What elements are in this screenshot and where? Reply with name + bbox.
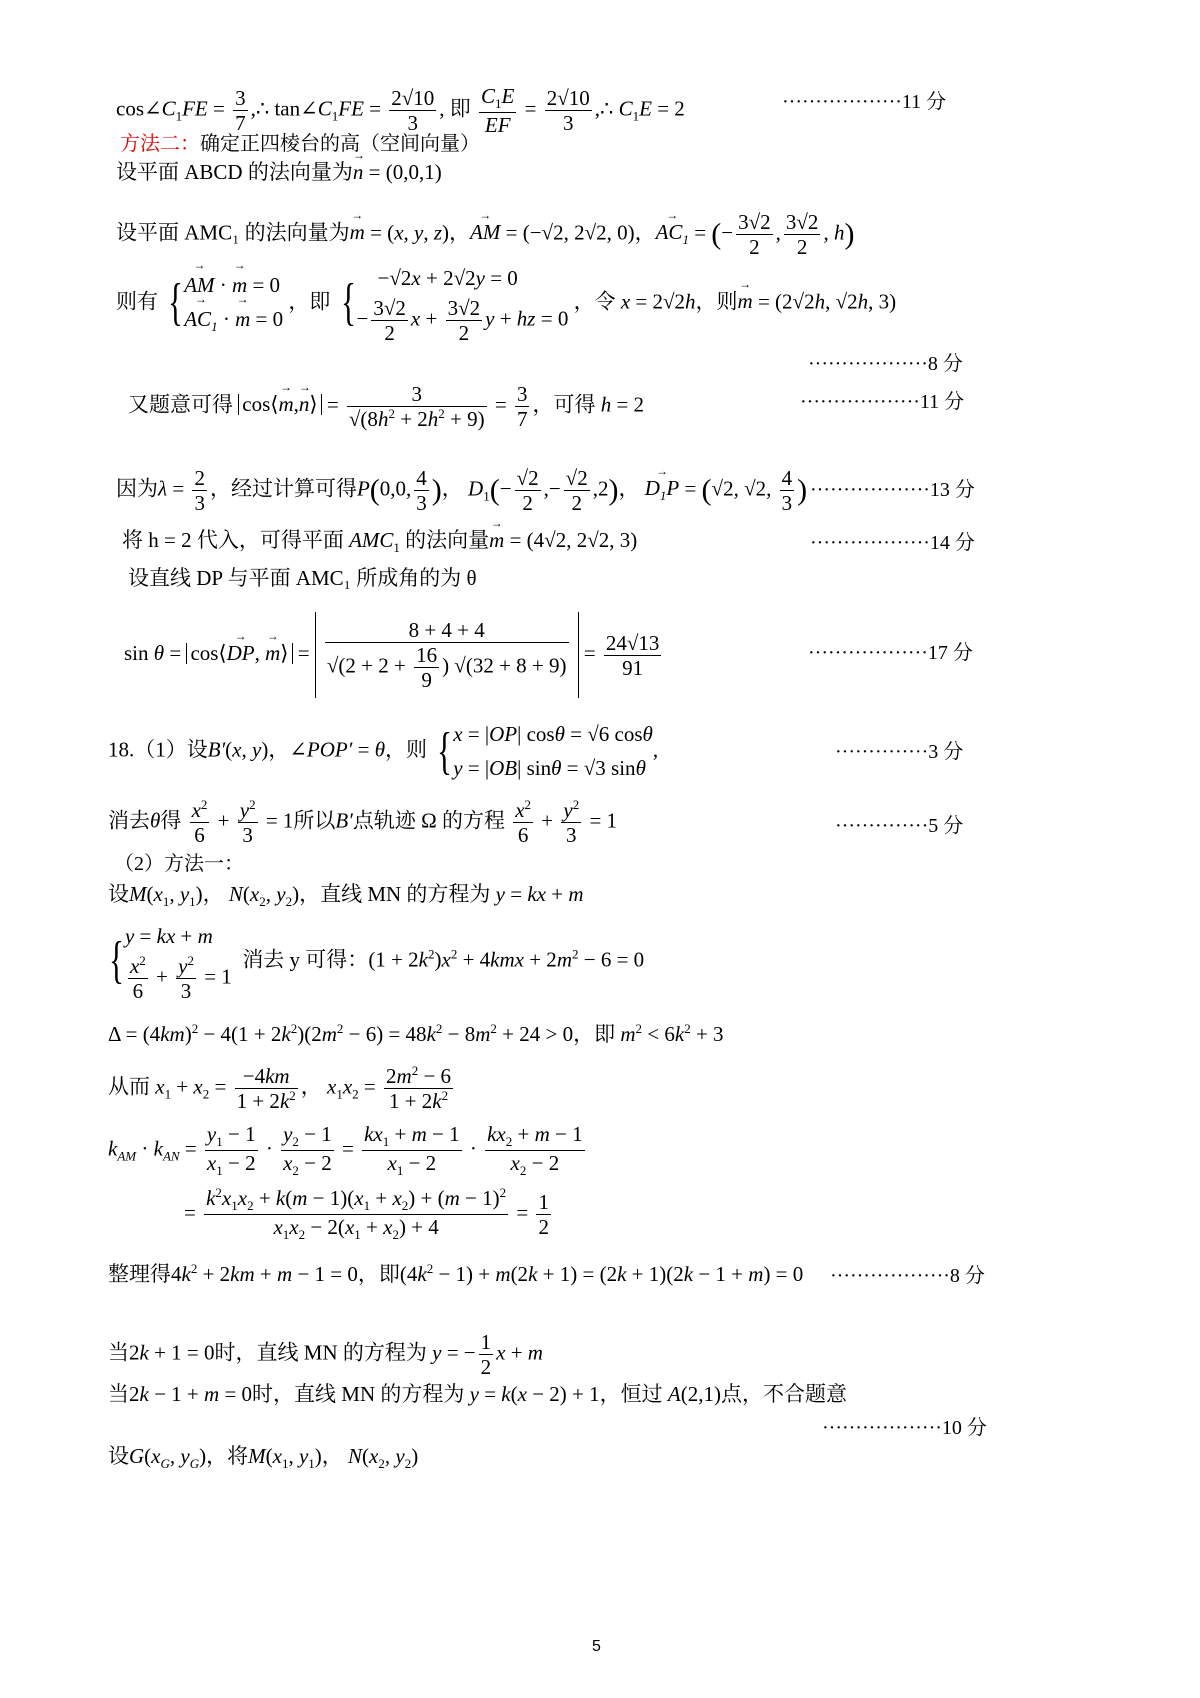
line-lambda: 因为λ = $\frac{2}{3}$ ，经过计算可得P(0,0, $\frac{4}{3}$ )， $D_1(-$ $\frac{√2}{2}$ ,− $\frac{√2}{2}$ ,2)， → $D_1P = (√2$, √2, $\frac{4}{3}$ ) [116,466,807,515]
organize-text: 整理得 [108,1262,171,1286]
line-case1: 当2k + 1 = 0时，直线 MN 的方程为 y = − $\frac{1}{2}$ x + m [108,1330,543,1380]
score-13: ··················13 分 [810,479,975,501]
line-set-mn: 设$M(x_1$, $y_1$)， $N(x_2$, $y_2$)，直线 MN 的方程为 y = kx + m [108,882,584,910]
score-8b: ··················8 分 [830,1265,985,1287]
when2-text: 当 [108,1382,129,1406]
score-8a: ··················8 分 [808,353,963,375]
line-sub-h: 将 h = 2 代入，可得平面 $AMC_1$ 的法向量→ m = (4√2, 2√2, 3) [122,530,637,554]
line-sin-theta: sin θ = cos⟨→ DP, → m⟩ = 8 + 4 + 4 √(2 + 2 + $\frac{16}{9}$ ) √(32 + 8 + 9) = $\frac{24√13}{91}$ [124,612,664,698]
method2-title: 确定正四棱台的高（空间向量） [200,133,480,155]
score-11b: ··················11 分 [800,391,965,413]
set-g-text: 设 [108,1444,129,1468]
sub-h-text: 将 h = 2 代入，可得平面 [122,528,344,552]
when2b-text: 时，直线 MN 的方程为 [252,1382,465,1406]
ie-2: ，即 [573,1022,616,1046]
line-set-angle: 设直线 DP 与平面 AMC₁ 所成角的为 θ [128,566,477,590]
q18-text: 18.（1）设 [108,737,208,762]
score-3: ··············3 分 [835,741,964,763]
then-have: 则有 [116,289,158,314]
normal-abcd-text: 设平面 ABCD 的法向量为 [116,160,353,184]
score-5: ··············5 分 [835,815,964,837]
score-14: ··················14 分 [810,532,975,554]
line-kam-kan-2: = $\frac{k^2x_1x_2 + k(m - 1)(x_1 + x_2) + (m - 1)^2}{x_1x_2 - 2(x_1 + x_2) + 4}$ = $\frac{1}{2}$ [184,1185,549,1243]
put-text: ，将 [206,1444,249,1468]
elim-y-text: 消去 y 可得： [242,947,369,972]
score-11a: ··················11 分 [782,91,947,113]
line-system-m: 则有 { → AM · → m = 0 → $AC_1$ · → m = 0 ，即 { −√2x + 2√2y = 0 − $\frac{3√2}{2}$ x + $\frac{3√2}{2}$ y + hz = 0 ，令 x = 2√2h，则→ m = (2√2h, √2h, 3) [116,262,896,345]
then-text: ，则 [695,289,738,314]
line-vieta: 从而 $x_1 + x_2$ = $\frac{-4km}{1 + 2k^2}$ ， $x_1x_2$ = $\frac{2m^2 - 6}{1 + 2k^2}$ [108,1063,452,1114]
set-mn-text: 设 [108,882,129,906]
locus-text: 点轨迹 Ω 的方程 [352,808,505,833]
line-cos-c1fe: $\cos\angle C_1FE$ = $\frac{3}{7}$ ,∴ $\tan\angle C_1FE$ = $\frac{2√10}{3}$ , 即 $\frac{C_1E}{EF}$ = $\frac{2√10}{3}$ ,∴ $C_1E = 2$ [116,84,685,138]
method2-label: 方法二： [120,133,200,155]
passes-text: ，恒过 [599,1382,663,1406]
ie-1: ，即 [288,289,331,314]
again-text: 又题意可得 [128,392,233,417]
so-text: 所以 [293,808,336,833]
gets-text: 得 [160,808,182,833]
then-text-2: ，则 [385,737,428,762]
line-set-g: 设$G(x_G$, $y_G$)，将$M(x_1$, $y_1$)， $N(x_2$, $y_2$) [108,1444,419,1472]
let-text: ，令 [573,289,616,314]
normal-amc1-text: 设平面 AMC₁ 的法向量为 [116,220,350,245]
line-system-ellipse: { y = kx + m $\frac{x^2}{6}$ + $\frac{y^2}{3}$ = 1 消去 y 可得：$(1 + 2k^2)x^2 + 4kmx + 2m^2 - 6 = 0$ [108,924,645,1003]
get-h-text: ，可得 [532,392,596,417]
line-part2: （2）方法一： [114,853,244,875]
eliminate-text: 消去 [108,808,150,833]
line-mn-text: ，直线 MN 的方程为 [299,882,491,906]
page-number: 5 [592,1638,601,1655]
method2-heading [120,134,480,154]
line-case2: 当2k − 1 + m = 0时，直线 MN 的方程为 y = k(x − 2) + 1，恒过 A(2,1)点，不合题意 [108,1382,847,1406]
line-delta: $\Delta = (4km)^2 - 4(1 + 2k^2)(2m^2 - 6) = 48k^2 - 8m^2 + 24 > 0$，即 $m^2 < 6k^2 + 3$ [108,1021,724,1046]
after-calc-text: ，经过计算可得 [209,476,357,501]
line-cos-mn: 又题意可得 cos⟨→ m,→ n⟩ = $\frac{3}{√(8h^2 + 2h^2 + 9)}$ = $\frac{3}{7}$ ，可得 h = 2 [128,382,644,431]
score-17: ··················17 分 [808,642,973,664]
line-q18-1: 18.（1）设B′(x, y)，∠POP′ = θ，则 { x = |OP| cosθ = √6 cosθ y = |OB| sinθ = √3 sinθ , [108,722,659,780]
when1b-text: 时，直线 MN 的方程为 [214,1340,427,1365]
hence-text: 从而 [108,1074,150,1099]
point-bad-text: 点，不合题意 [720,1382,847,1406]
when1-text: 当 [108,1340,129,1365]
line-organize: 整理得$4k^2 + 2km + m - 1 = 0$，即$(4k^2 - 1) + m(2k + 1) = (2k + 1)(2k - 1 + m) = 0$ [108,1261,804,1286]
because-text: 因为 [116,476,158,501]
normal-vec-text: 的法向量 [405,528,490,552]
line-ellipse: 消去θ得 $\frac{x^2}{6}$ + $\frac{y^2}{3}$ = 1所以B′点轨迹 Ω 的方程 $\frac{x^2}{6}$ + $\frac{y^2}{3}$ = 1 [108,797,618,848]
line-kam-kan: $k_{AM} \cdot k_{AN}$ = $\frac{y_1 - 1}{x_1 - 2}$ · $\frac{y_2 - 1}{x_2 - 2}$ = $\frac{kx_1 + m - 1}{x_1 - 2}$ · $\frac{kx_2 + m - 1}{x_2 - 2}$ [108,1122,583,1179]
line-normal-abcd: 设平面 ABCD 的法向量为→ n = (0,0,1) [116,162,442,183]
line-normal-amc1: 设平面 AMC₁ 的法向量为→ m = (x, y, z)，→ AM = (−√2, 2√2, 0)，→ $AC_1$ = (− $\frac{3√2}{2}$ , $\frac{3√2}{2}$ , h) [116,210,854,259]
ie-3: ，即 [357,1262,400,1286]
score-10: ··················10 分 [822,1417,987,1439]
